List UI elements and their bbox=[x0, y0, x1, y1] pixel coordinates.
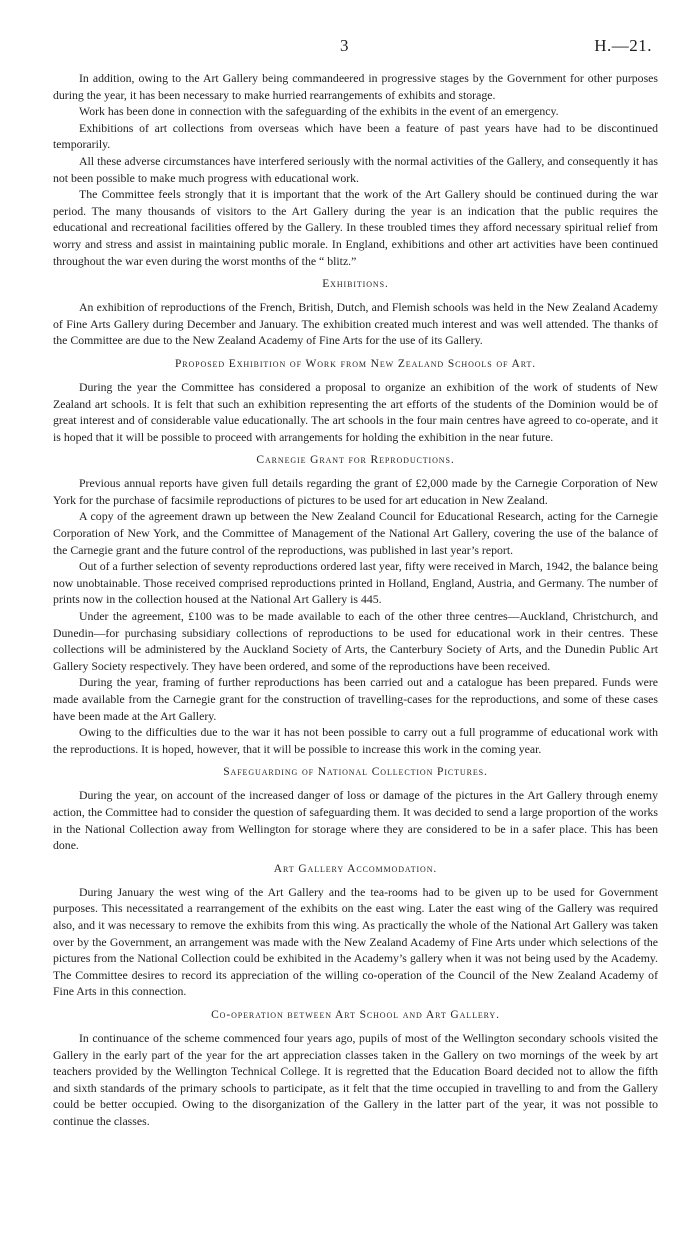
paragraph: During the year the Committee has considered a proposal to organize an exhibition of the work of students of New Zealand art schools. It is felt that such an exhibition representing the art efforts of the students of the Dominion would be of great interest and of considerable value educationally. The art schools in the four main centres have agreed to co-operate, and it is hoped that it will be possible to proceed with arrangements for holding the exhibition in the near future. bbox=[53, 379, 658, 444]
paragraph: Out of a further selection of seventy reproductions ordered last year, fifty were received in March, 1942, the balance being now unobtainable. Those received comprised reproductions printed in Holland, England, Austria, and Germany. The number of prints now in the collection housed at the National Art Gallery is 445. bbox=[53, 559, 658, 607]
paragraph: In addition, owing to the Art Gallery being commandeered in progressive stages by the Government for other purposes during the year, it has been necessary to make hurried rearrangements of exhibits and storage. bbox=[53, 71, 658, 102]
paragraph: An exhibition of reproductions of the French, British, Dutch, and Flemish schools was held in the New Zealand Academy of Fine Arts Gallery during December and January. The exhibition created much interest and was well attended. The thanks of the Committee are due to the New Zealand Academy of Fine Arts for the use of its Gallery. bbox=[53, 300, 658, 348]
paragraph: All these adverse circumstances have interfered seriously with the normal activities of the Gallery, and consequently it has not been possible to make much progress with educational work. bbox=[53, 153, 658, 185]
paragraph: During the year, framing of further reproductions has been carried out and a catalogue has been prepared. Funds were made available from the Carnegie grant for the construction of travelling-cases for the reproductions, and some of these cases have been made at the Art Gallery. bbox=[53, 675, 658, 723]
report-body bbox=[53, 70, 658, 1129]
section-heading: Proposed Exhibition of Work from New Zealand Schools of Art. bbox=[174, 357, 537, 370]
paragraph: The Committee feels strongly that it is important that the work of the Art Gallery should be continued during the war period. The many thousands of visitors to the Art Gallery during the year is an indication that the public requires the educational and recreational facilities offered by the Gallery. In these troubled times they afford necessary spiritual relief from worry and stress and assist in maintaining public morale. In England, exhibitions and other art activities have been continued throughout the war even during the worst months of the “ blitz.” bbox=[53, 187, 658, 268]
paragraph: Under the agreement, £100 was to be made available to each of the other three centres—Auckland, Christchurch, and Dunedin—for purchasing subsidiary collections of reproductions to be used for educational work in their centres. These collections will be administered by the Auckland Society of Arts, the Canterbury Society of Arts, and the Dunedin Public Art Gallery Society respectively. They have been ordered, and some of the reproductions have been received. bbox=[53, 609, 658, 673]
paragraph: Work has been done in connection with the safeguarding of the exhibits in the event of an emergency. bbox=[79, 104, 559, 119]
section-heading: Art Gallery Accommodation. bbox=[273, 862, 438, 875]
document-reference: H.—21. bbox=[594, 36, 652, 55]
section-heading: Exhibitions. bbox=[322, 278, 389, 291]
paragraph: A copy of the agreement drawn up between the New Zealand Council for Educational Research, acting for the Carnegie Corporation of New York, and the Committee of Management of the National Art Gallery, covering the use of the balance of the Carnegie grant and the future control of the reproductions, was published in last year’s report. bbox=[53, 509, 658, 557]
section-heading: Carnegie Grant for Reproductions. bbox=[256, 454, 455, 467]
section-heading: Safeguarding of National Collection Pictures. bbox=[223, 766, 488, 779]
paragraph: Owing to the difficulties due to the war it has not been possible to carry out a full programme of educational work with the reproductions. It is hoped, however, that it will be possible to increase this work in the coming year. bbox=[53, 725, 658, 756]
paragraph: Previous annual reports have given full details regarding the grant of £2,000 made by the Carnegie Corporation of New York for the purchase of facsimile reproductions of pictures to be used for art education in New Zealand. bbox=[53, 476, 658, 507]
paragraph: In continuance of the scheme commenced four years ago, pupils of most of the Wellington secondary schools visited the Gallery in the early part of the year for the art appreciation classes taken in the Gallery on two mornings of the week by art teachers provided by the Wellington Technical College. It is regretted that the Education Board decided not to allow the fifth and sixth standards of the primary schools to participate, as it felt that the time occupied in travelling to and from the Gallery could be better occupied. Owing to the disorganization of the Gallery in the latter part of the year, it was not possible to continue the classes. bbox=[53, 1030, 658, 1128]
paragraph: During January the west wing of the Art Gallery and the tea-rooms had to be given up to be used for Government purposes. This necessitated a rearrangement of the exhibits on the east wing. Later the east wing of the Gallery was required also, and it was necessary to remove the exhibits from this wing. As practically the whole of the National Art Gallery was taken over by the Government, an arrangement was made with the New Zealand Academy of Fine Arts under which selections of the pictures from the National Collection could be exhibited in the Academy’s gallery when it was not being used by the Academy. The Committee desires to record its appreciation of the willing co-operation of the Council of the New Zealand Academy of Fine Arts in this connection. bbox=[53, 884, 658, 999]
page-number: 3 bbox=[340, 36, 349, 55]
section-heading: Co-operation between Art School and Art Gallery. bbox=[211, 1008, 500, 1021]
paragraph: Exhibitions of art collections from overseas which have been a feature of past years have had to be discontinued temporarily. bbox=[53, 120, 658, 152]
paragraph: During the year, on account of the increased danger of loss or damage of the pictures in the Art Gallery through enemy action, the Committee had to consider the question of safeguarding them. It was decided to send a large proportion of the works in the National Collection away from Wellington for storage where they are considered to be in a safer place. This has been done. bbox=[53, 788, 658, 853]
